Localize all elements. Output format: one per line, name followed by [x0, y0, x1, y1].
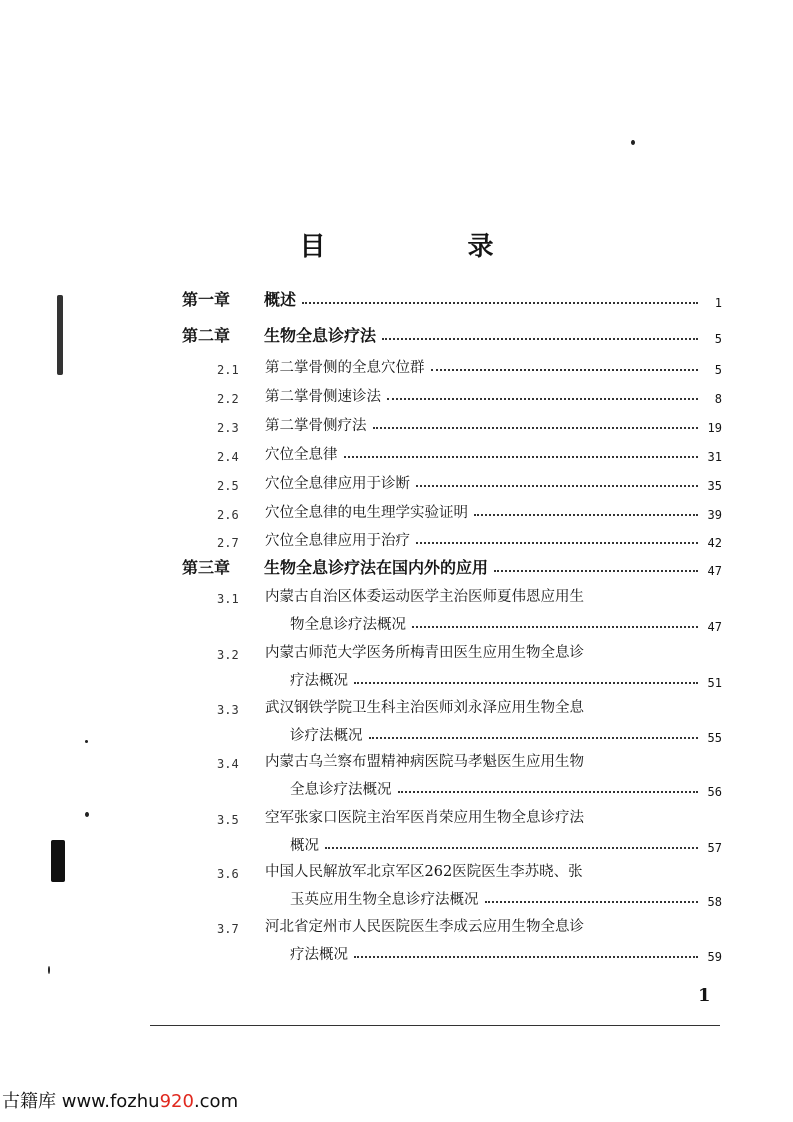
section-number: 2.5	[217, 479, 239, 493]
dot-leader	[354, 956, 698, 958]
section-title-continued: 疗法概况	[290, 947, 348, 963]
watermark-suffix: .com	[193, 1091, 239, 1112]
watermark-accent: 920	[159, 1091, 194, 1112]
page-number: 57	[707, 841, 722, 855]
dot-leader	[494, 570, 698, 572]
section-title: 河北省定州市人民医院医生李成云应用生物全息诊	[265, 919, 584, 935]
scan-speck	[631, 140, 635, 145]
dot-leader	[382, 338, 698, 340]
toc-section[interactable]	[217, 799, 722, 855]
page-number: 47	[707, 564, 722, 578]
toc-section[interactable]	[217, 578, 722, 634]
toc-section[interactable]	[217, 378, 722, 406]
section-title: 内蒙古自治区体委运动医学主治医师夏伟恩应用生	[265, 589, 584, 605]
dot-leader	[431, 369, 699, 371]
chapter-label: 第一章	[182, 290, 231, 309]
toc-section[interactable]	[217, 436, 722, 464]
page-folio: 1	[698, 985, 711, 1006]
section-title: 穴位全息律	[265, 447, 338, 463]
scan-mark	[57, 295, 63, 375]
page-number: 42	[707, 536, 722, 550]
section-title: 第二掌骨侧速诊法	[265, 389, 381, 405]
page-title: 目 录	[299, 232, 552, 262]
page-number: 19	[707, 421, 722, 435]
section-number: 2.1	[217, 363, 239, 377]
toc-section[interactable]	[217, 494, 722, 522]
page-number: 58	[707, 895, 722, 909]
watermark	[2, 1087, 238, 1113]
page-number: 51	[707, 676, 722, 690]
page-number: 31	[707, 450, 722, 464]
section-title: 穴位全息律的电生理学实验证明	[265, 505, 468, 521]
section-title: 穴位全息律应用于诊断	[265, 476, 410, 492]
toc-section[interactable]	[217, 634, 722, 690]
section-number: 2.6	[217, 508, 239, 522]
section-title: 武汉钢铁学院卫生科主治医师刘永泽应用生物全息	[265, 700, 584, 716]
bottom-rule	[150, 1025, 720, 1026]
toc-chapter-1[interactable]	[182, 282, 722, 310]
section-title: 空军张家口医院主治军医肖荣应用生物全息诊疗法	[265, 810, 584, 826]
section-number: 2.7	[217, 536, 239, 550]
scan-speck	[85, 812, 89, 817]
page-number: 39	[707, 508, 722, 522]
chapter-title: 生物全息诊疗法在国内外的应用	[264, 558, 489, 577]
section-number: 3.1	[217, 592, 239, 606]
dot-leader	[416, 485, 698, 487]
section-number: 2.3	[217, 421, 239, 435]
dot-leader	[325, 847, 698, 849]
dot-leader	[485, 901, 699, 903]
section-title: 第二掌骨侧的全息穴位群	[265, 360, 425, 376]
toc-section[interactable]	[217, 743, 722, 799]
section-title-continued: 玉英应用生物全息诊疗法概况	[290, 892, 479, 908]
section-title-continued: 物全息诊疗法概况	[290, 617, 406, 633]
section-number: 2.2	[217, 392, 239, 406]
section-title: 第二掌骨侧疗法	[265, 418, 367, 434]
dot-leader	[369, 737, 699, 739]
dot-leader	[373, 427, 699, 429]
page-number: 5	[714, 363, 722, 377]
toc-chapter-2[interactable]	[182, 318, 722, 346]
section-title-continued: 全息诊疗法概况	[290, 782, 392, 798]
section-number: 3.7	[217, 922, 239, 936]
page-number: 59	[707, 950, 722, 964]
chapter-label: 第三章	[182, 558, 231, 577]
section-title: 中国人民解放军北京军区262医院医生李苏晓、张	[265, 864, 583, 880]
chapter-title: 生物全息诊疗法	[264, 326, 377, 345]
dot-leader	[354, 682, 698, 684]
section-number: 3.3	[217, 703, 239, 717]
page-number: 35	[707, 479, 722, 493]
scan-speck	[85, 740, 88, 743]
dot-leader	[412, 626, 698, 628]
section-number: 2.4	[217, 450, 239, 464]
toc-section[interactable]	[217, 349, 722, 377]
chapter-title: 概述	[264, 290, 297, 309]
section-title: 内蒙古师范大学医务所梅青田医生应用生物全息诊	[265, 645, 584, 661]
toc-section[interactable]	[217, 465, 722, 493]
section-title-continued: 疗法概况	[290, 673, 348, 689]
section-title: 穴位全息律应用于治疗	[265, 533, 410, 549]
page-number: 47	[707, 620, 722, 634]
section-number: 3.5	[217, 813, 239, 827]
toc-section[interactable]	[217, 853, 722, 909]
page-number: 55	[707, 731, 722, 745]
chapter-label: 第二章	[182, 326, 231, 345]
dot-leader	[387, 398, 698, 400]
section-title-continued: 诊疗法概况	[290, 728, 363, 744]
toc-section[interactable]	[217, 407, 722, 435]
scan-speck	[48, 966, 50, 974]
section-title-continued: 概况	[290, 838, 319, 854]
dot-leader	[302, 302, 698, 304]
toc-section[interactable]	[217, 908, 722, 964]
section-number: 3.4	[217, 757, 239, 771]
dot-leader	[474, 514, 698, 516]
section-title: 内蒙古乌兰察布盟精神病医院马孝魁医生应用生物	[265, 754, 584, 770]
toc-section[interactable]	[217, 689, 722, 745]
page-number: 5	[714, 332, 722, 346]
dot-leader	[416, 542, 698, 544]
section-number: 3.6	[217, 867, 239, 881]
dot-leader	[344, 456, 699, 458]
scan-bar	[51, 840, 65, 882]
watermark-prefix: 古籍库 www.fozhu	[2, 1091, 160, 1112]
toc-chapter-3[interactable]	[182, 550, 722, 578]
page-number: 8	[714, 392, 722, 406]
section-number: 3.2	[217, 648, 239, 662]
page-number: 56	[707, 785, 722, 799]
dot-leader	[398, 791, 699, 793]
page-number: 1	[714, 296, 722, 310]
toc-section[interactable]	[217, 522, 722, 550]
